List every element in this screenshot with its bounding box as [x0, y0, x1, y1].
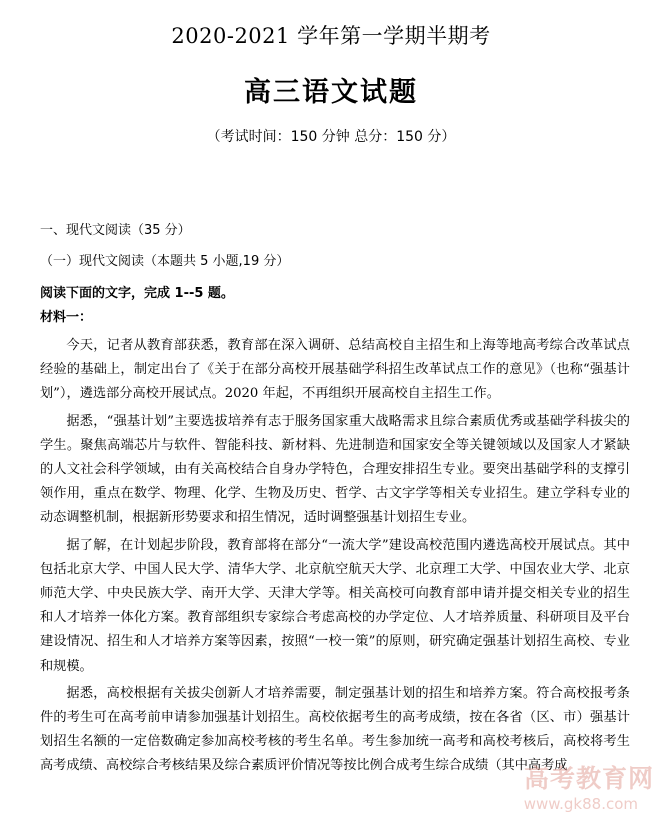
section-subheading: （一）现代文阅读（本题共 5 小题,19 分） — [40, 254, 290, 269]
passage-body — [40, 334, 630, 782]
section-heading: 一、现代文阅读（35 分） — [40, 223, 191, 238]
passage-paragraph-2: 据悉，“强基计划”主要选拔培养有志于服务国家重大战略需求且综合素质优秀或基础学科拔尖的学生。聚焦高端芯片与软件、智能科技、新材料、先进制造和国家安全等关键领域以及国家人才紧缺的人文社会科学领域，由有关高校结合自身办学特色，合理安排招生专业。要突出基础学科的支撑引领作用，重点在数学、物理、化学、生物及历史、哲学、古文字学等相关专业招生。建立学科专业的动态调整机制，根据新形势要求和招生情况，适时调整强基计划招生专业。 — [40, 413, 630, 526]
passage-paragraph-3: 据了解，在计划起步阶段，教育部将在部分“一流大学”建设高校范围内遴选高校开展试点。其中包括北京大学、中国人民大学、清华大学、北京航空航天大学、北京理工大学、中国农业大学、北京师范大学、中央民族大学、南开大学、天津大学等。相关高校可向教育部申请并提交相关专业的招生和人才培养一体化方案。教育部组织专家综合考虑高校的办学定位、人才培养质量、科研项目及平台建设情况、招生和人才培养方案等因素，按照“一校一策”的原则，研究确定强基计划招生高校、专业和规模。 — [40, 537, 630, 674]
exam-info: （考试时间：150 分钟 总分：150 分） — [206, 129, 456, 145]
watermark-url: www.gk88.com — [523, 795, 638, 813]
passage-paragraph-4: 据悉，高校根据有关拔尖创新人才培养需要，制定强基计划的招生和培养方案。符合高校报考条件的考生可在高考前申请参加强基计划招生。高校依据考生的高考成绩，按在各省（区、市）强基计划招生名额的一定倍数确定参加高校考核的考生名单。考生参加统一高考和高校考核后，高校将考生高考成绩、高校综合考核结果及综合素质评价情况等按比例合成考生综合成绩（其中高考成 — [40, 685, 630, 774]
watermark-logo: 高考教育网 — [523, 764, 654, 793]
material-label: 材料一： — [40, 310, 93, 325]
exam-title: 2020-2021 学年第一学期半期考 — [171, 24, 491, 48]
passage-paragraph-1: 今天，记者从教育部获悉，教育部在深入调研、总结高校自主招生和上海等地高考综合改革试点经验的基础上，制定出台了《关于在部分高校开展基础学科招生改革试点工作的意见》（也称“强基计划”），遴选部分高校开展试点。2020 年起，不再组织开展高校自主招生工作。 — [40, 338, 630, 402]
reading-instruction: 阅读下面的文字，完成 1--5 题。 — [40, 286, 234, 301]
subject-title: 高三语文试题 — [244, 77, 418, 108]
